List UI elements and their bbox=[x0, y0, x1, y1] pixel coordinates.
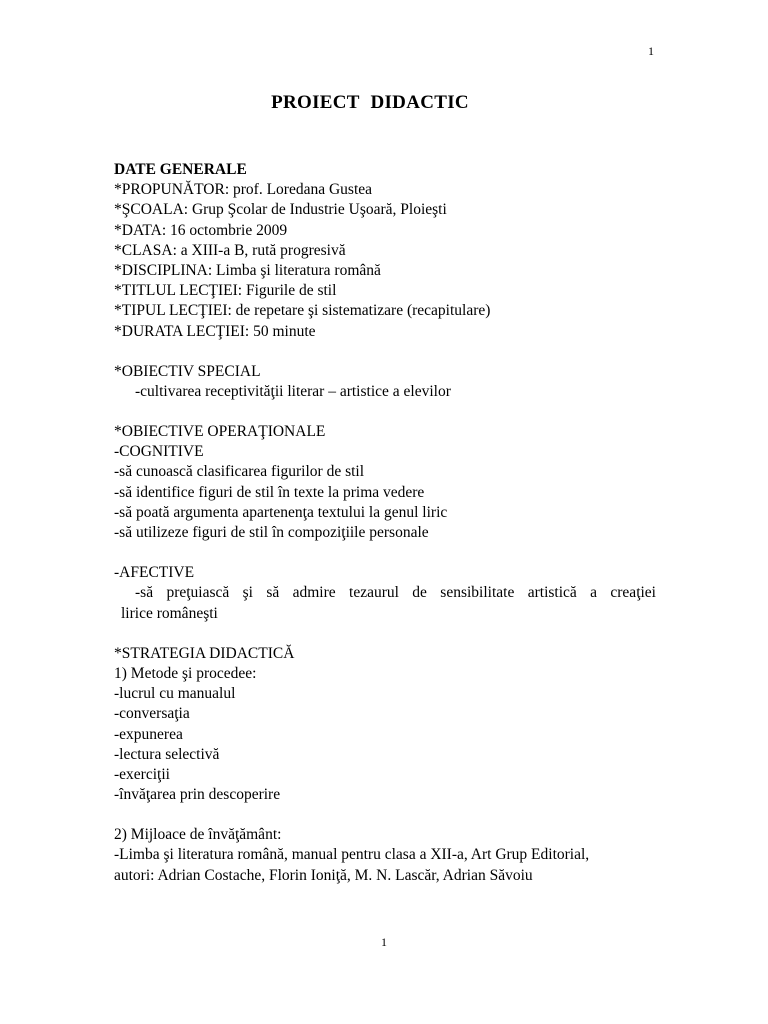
means-heading: 2) Mijloace de învăţământ: bbox=[114, 826, 282, 844]
means-line2: autori: Adrian Costache, Florin Ioniţă, M. N. Lascăr, Adrian Săvoiu bbox=[114, 866, 533, 884]
affective-heading: -AFECTIVE bbox=[114, 564, 195, 582]
spacer bbox=[114, 543, 656, 563]
method-item: -lectura selectivă bbox=[114, 745, 220, 763]
general-line-lesson-type: *TIPUL LECŢIEI: de repetare şi sistematizare (recapitulare) bbox=[114, 302, 491, 320]
spacer bbox=[114, 402, 656, 422]
special-objective-item: -cultivarea receptivităţii literar – artistice a elevilor bbox=[135, 382, 451, 400]
method-item: -lucrul cu manualul bbox=[114, 685, 236, 703]
special-objective-heading: *OBIECTIV SPECIAL bbox=[114, 362, 261, 380]
general-line-date: *DATA: 16 octombrie 2009 bbox=[114, 221, 288, 239]
general-line-lesson-title: *TITLUL LECŢIEI: Figurile de stil bbox=[114, 282, 337, 300]
operational-objectives-heading: *OBIECTIVE OPERAŢIONALE bbox=[114, 423, 326, 441]
method-item: -conversaţia bbox=[114, 705, 190, 723]
cognitive-item: -să utilizeze figuri de stil în compoziţiile personale bbox=[114, 524, 429, 541]
spacer bbox=[114, 342, 656, 362]
methods-heading: 1) Metode şi procedee: bbox=[114, 664, 257, 682]
means-line1: -Limba şi literatura română, manual pentru clasa a XII-a, Art Grup Editorial, bbox=[114, 846, 590, 864]
cognitive-item: -să cunoască clasificarea figurilor de stil bbox=[114, 463, 365, 481]
page-number-bottom: 1 bbox=[381, 935, 387, 949]
document-body bbox=[114, 160, 656, 886]
general-line-class: *CLASA: a XIII-a B, rută progresivă bbox=[114, 241, 346, 259]
general-line-proposer: *PROPUNĂTOR: prof. Loredana Gustea bbox=[114, 181, 373, 199]
spacer bbox=[114, 624, 656, 644]
general-line-duration: *DURATA LECŢIEI: 50 minute bbox=[114, 322, 316, 340]
strategy-heading: *STRATEGIA DIDACTICĂ bbox=[114, 644, 295, 662]
method-item: -expunerea bbox=[114, 725, 183, 743]
affective-item-line1: -să preţuiască şi să admire tezaurul de sensibilitate artistică a creaţiei bbox=[135, 584, 656, 602]
cognitive-heading: -COGNITIVE bbox=[114, 443, 204, 461]
general-line-school: *ŞCOALA: Grup Şcolar de Industrie Uşoară, Ploieşti bbox=[114, 201, 447, 219]
cognitive-item: -să poată argumenta apartenenţa textului la genul liric bbox=[114, 503, 448, 521]
general-line-discipline: *DISCIPLINA: Limba şi literatura română bbox=[114, 261, 381, 279]
affective-item-line2: lirice româneşti bbox=[121, 604, 218, 622]
spacer bbox=[114, 805, 656, 825]
document-title: PROIECT DIDACTIC bbox=[271, 92, 469, 113]
cognitive-item: -să identifice figuri de stil în texte la prima vedere bbox=[114, 483, 425, 501]
page-number-top: 1 bbox=[648, 44, 654, 58]
method-item: -învăţarea prin descoperire bbox=[114, 786, 281, 804]
method-item: -exerciţii bbox=[114, 765, 170, 783]
general-data-heading: DATE GENERALE bbox=[114, 161, 247, 178]
